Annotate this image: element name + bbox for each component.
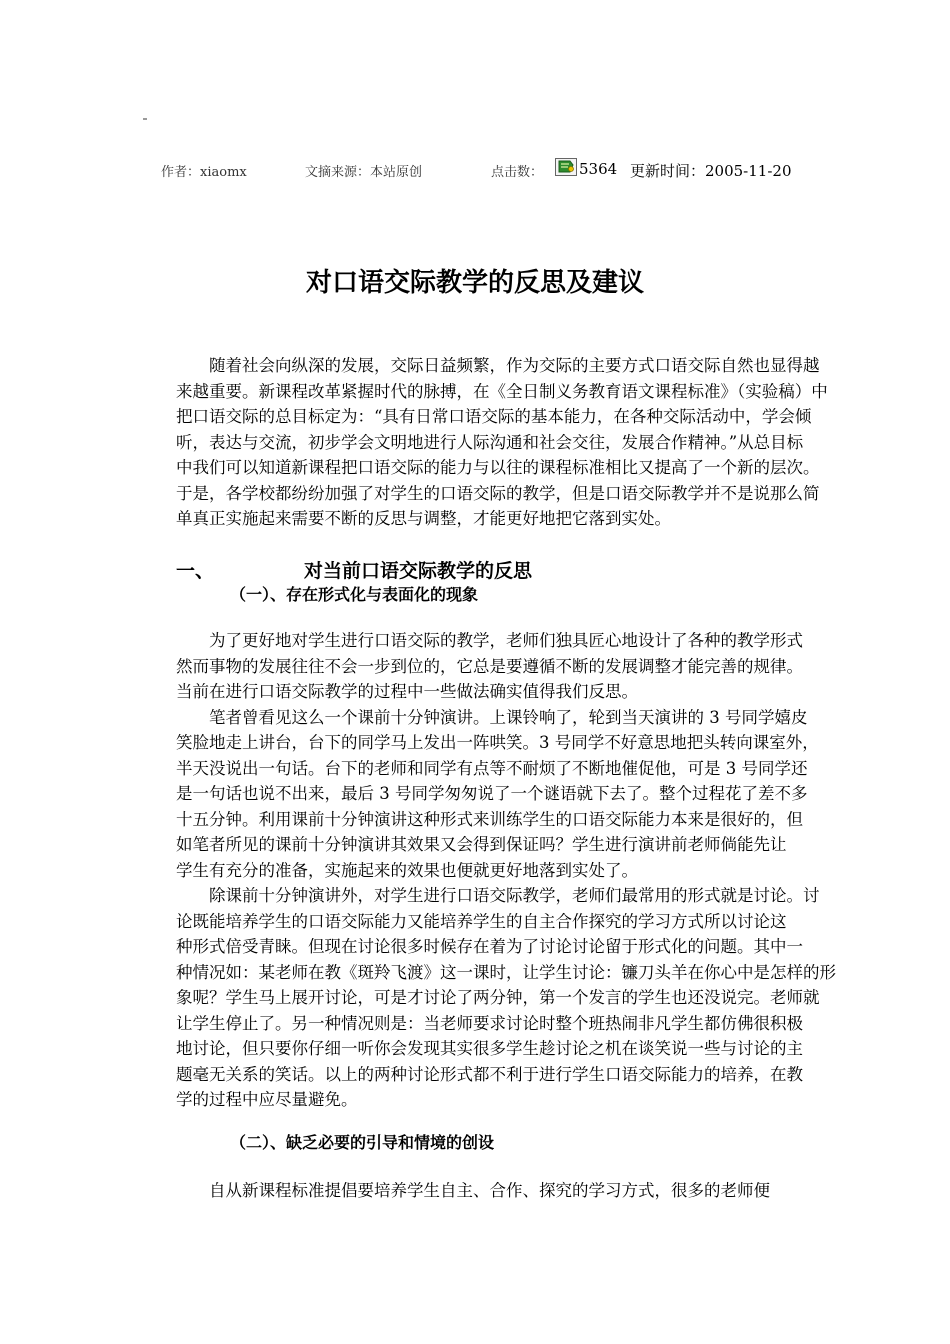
author-label: 作者：xiaomx — [161, 165, 247, 180]
text-line: 让学生停止了。另一种情况则是：当老师要求讨论时整个班热闹非凡学生都仿佛很积极 — [176, 1013, 803, 1033]
text-line: 是一句话也说不出来，最后 3 号同学匆匆说了一个谜语就下去了。整个过程花了差不多 — [176, 784, 808, 803]
text-line: 笑脸地走上讲台，台下的同学马上发出一阵哄笑。3 号同学不好意思地把头转向课室外， — [176, 733, 819, 752]
text-line: 学生有充分的准备，实施起来的效果也便就更好地落到实处了。 — [176, 860, 638, 880]
text-line: 种情况如：某老师在教《斑羚飞渡》这一课时，让学生讨论：镰刀头羊在你心中是怎样的形 — [176, 962, 836, 982]
text-line: 单真正实施起来需要不断的反思与调整，才能更好地把它落到实处。 — [176, 509, 671, 528]
text-line: 于是，各学校都纷纷加强了对学生的口语交际的教学，但是口语交际教学并不是说那么简 — [176, 483, 820, 503]
hits-count: 5364 — [579, 160, 618, 178]
text-line: 半天没说出一句话。台下的老师和同学有点等不耐烦了不断地催促他，可是 3 号同学还 — [176, 758, 808, 778]
update-time: 更新时间：2005-11-20 — [630, 162, 792, 180]
subsection-heading-2: （二）、缺乏必要的引导和情境的创设 — [230, 1133, 495, 1152]
source-label: 文摘来源：本站原创 — [305, 165, 423, 180]
text-line: 地讨论，但只要你仔细一听你会发现其实很多学生趁讨论之机在谈笑说一些与讨论的主 — [176, 1039, 803, 1058]
text-line: 自从新课程标准提倡要培养学生自主、合作、探究的学习方式，很多的老师便 — [176, 1181, 770, 1200]
section-body-2 — [176, 1178, 912, 1204]
text-line: 十五分钟。利用课前十分钟演讲这种形式来训练学生的口语交际能力本来是很好的，但 — [176, 809, 803, 829]
text-line: 笔者曾看见这么一个课前十分钟演讲。上课铃响了，轮到当天演讲的 3 号同学嬉皮 — [176, 707, 808, 727]
text-line: 如笔者所见的课前十分钟演讲其效果又会得到保证吗？学生进行演讲前老师倘能先让 — [176, 835, 787, 854]
section-title: 对当前口语交际教学的反思 — [304, 560, 533, 582]
text-line: 听，表达与交流，初步学会文明地进行人际沟通和社会交往，发展合作精神。”从总目标 — [176, 432, 804, 452]
text-line: 来越重要。新课程改革紧握时代的脉搏，在《全日制义务教育语文课程标准》（实验稿）中 — [176, 381, 828, 401]
text-line: 论既能培养学生的口语交际能力又能培养学生的自主合作探究的学习方式所以讨论这 — [176, 911, 787, 931]
stray-mark — [143, 118, 147, 120]
subsection-heading-1: （一）、存在形式化与表面化的现象 — [230, 585, 479, 604]
intro-paragraph — [176, 353, 912, 532]
text-line: 把口语交际的总目标定为：“具有日常口语交际的基本能力，在各种交际活动中，学会倾 — [176, 407, 812, 426]
text-line: 除课前十分钟演讲外，对学生进行口语交际教学，老师们最常用的形式就是讨论。讨 — [176, 886, 820, 905]
text-line: 学的过程中应尽量避免。 — [176, 1090, 358, 1109]
text-line: 为了更好地对学生进行口语交际的教学，老师们独具匠心地设计了各种的教学形式 — [176, 631, 803, 650]
text-line: 中我们可以知道新课程把口语交际的能力与以往的课程标准相比又提高了一个新的层次。 — [176, 458, 820, 477]
text-line: 种形式倍受青睐。但现在讨论很多时候存在着为了讨论讨论留于形式化的问题。其中一 — [176, 937, 803, 956]
section-number: 一、 — [176, 560, 215, 582]
hits-label: 点击数： — [491, 165, 544, 180]
text-line: 当前在进行口语交际教学的过程中一些做法确实值得我们反思。 — [176, 682, 638, 701]
text-line: 随着社会向纵深的发展，交际日益频繁，作为交际的主要方式口语交际自然也显得越 — [176, 356, 820, 375]
article-title: 对口语交际教学的反思及建议 — [305, 268, 644, 298]
section-body-1 — [176, 628, 912, 1113]
article-meta-bar — [0, 158, 950, 180]
text-line: 象呢？学生马上展开讨论，可是才讨论了两分钟，第一个发言的学生也还没说完。老师就 — [176, 988, 820, 1007]
text-line: 题毫无关系的笑话。以上的两种讨论形式都不利于进行学生口语交际能力的培养，在教 — [176, 1064, 803, 1084]
text-line: 然而事物的发展往往不会一步到位的，它总是要遵循不断的发展调整才能完善的规律。 — [176, 656, 803, 676]
scroll-icon — [555, 158, 577, 176]
